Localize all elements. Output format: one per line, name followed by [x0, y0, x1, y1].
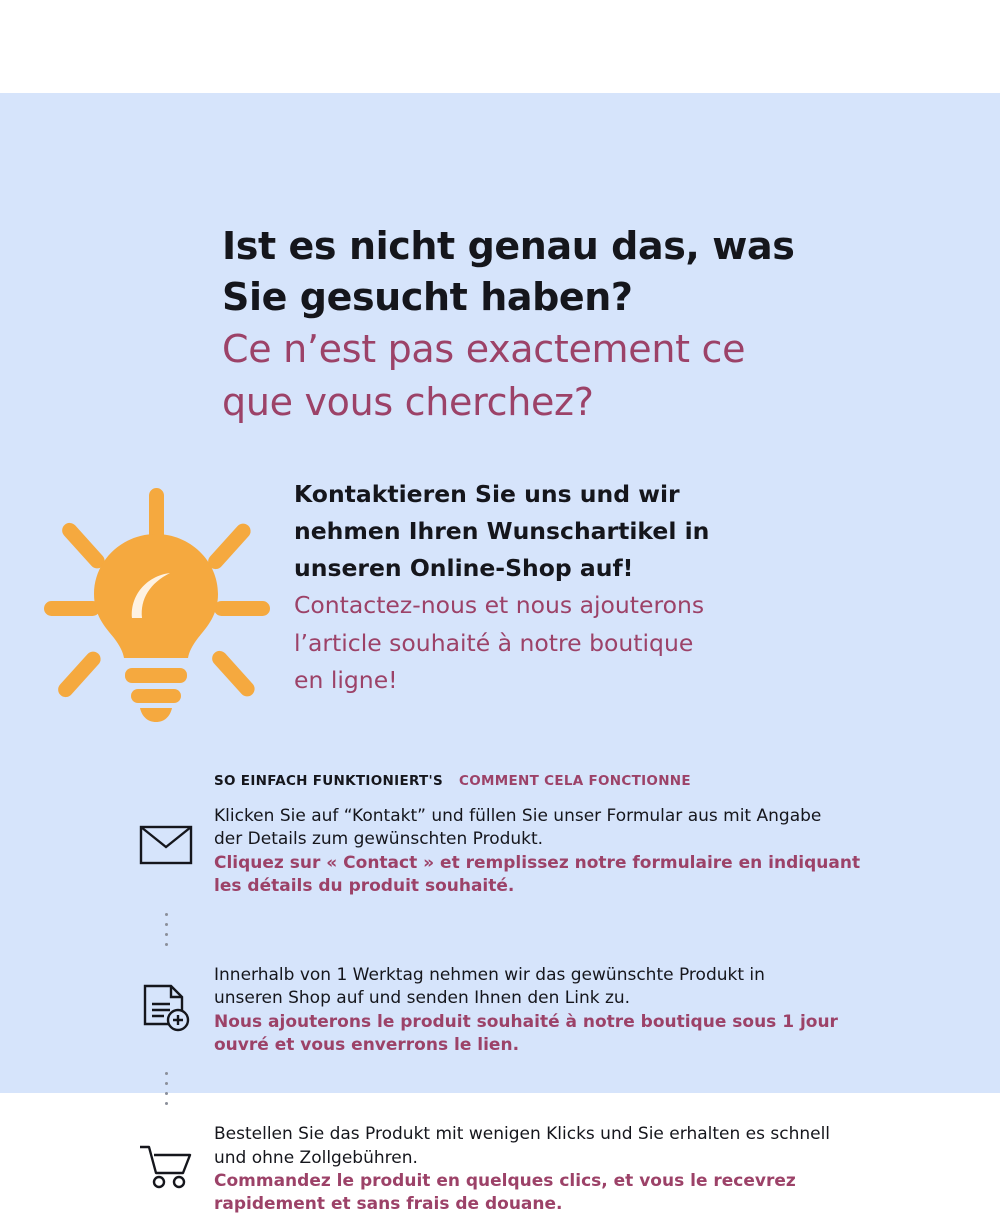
- steps-heading-fr: COMMENT CELA FONCTIONNE: [459, 773, 691, 789]
- promo-panel: [0, 93, 1000, 1215]
- headline-block: [222, 221, 942, 427]
- step-2-de-line2: unseren Shop auf und senden Ihnen den Link zu.: [214, 988, 631, 1009]
- intro-fr-line1: Contactez-nous et nous ajouterons: [294, 591, 705, 620]
- dot: [165, 1082, 168, 1085]
- intro-fr-line2: l’article souhaité à notre boutique: [294, 628, 694, 657]
- dot: [165, 1072, 168, 1075]
- intro-de-line3: unseren Online-Shop auf!: [294, 554, 634, 583]
- step-divider-dots-2: [118, 1057, 214, 1119]
- dot: [165, 1092, 168, 1095]
- step-1-de-line1: Klicken Sie auf “Kontakt” und füllen Sie unser Formular aus mit Angabe: [214, 806, 822, 826]
- lightbulb-icon: [36, 478, 276, 723]
- steps-heading-de: SO EINFACH FUNKTIONIERT'S: [214, 773, 444, 789]
- headline-fr-line2: que vous cherchez?: [222, 379, 594, 424]
- steps-heading: [214, 773, 691, 789]
- step-3-text: [214, 1119, 948, 1216]
- step-1-de-line2: der Details zum gewünschten Produkt.: [214, 829, 544, 850]
- step-3-de-line2: und ohne Zollgebühren.: [214, 1147, 418, 1168]
- intro-de-line2: nehmen Ihren Wunschartikel in: [294, 517, 710, 546]
- step-3-fr-line1: Commandez le produit en quelques clics, et vous le recevrez: [214, 1170, 796, 1191]
- dot: [165, 913, 168, 916]
- step-3-de-line1: Bestellen Sie das Produkt mit wenigen Klicks und Sie erhalten es schnell: [214, 1124, 831, 1145]
- step-divider-dots-1: [118, 898, 214, 960]
- list-item: [118, 801, 948, 898]
- shopping-cart-icon: [138, 1143, 194, 1193]
- step-2-icon-wrap: [118, 960, 214, 1040]
- headline-de-line1: Ist es nicht genau das, was: [222, 224, 795, 268]
- list-item: [118, 1119, 948, 1216]
- step-2-text: [214, 960, 948, 1057]
- steps-list: [118, 801, 948, 1216]
- step-2-de-line1: Innerhalb von 1 Werktag nehmen wir das gewünschte Produkt in: [214, 965, 765, 986]
- step-1-text: [214, 801, 948, 898]
- list-item: [118, 960, 948, 1057]
- intro-de-line1: Kontaktieren Sie uns und wir: [294, 480, 680, 508]
- intro-fr-line3: en ligne!: [294, 665, 398, 694]
- step-2-fr-line1: Nous ajouterons le produit souhaité à notre boutique sous 1 jour: [214, 1011, 838, 1032]
- dot: [165, 943, 168, 946]
- step-1-fr-line2: les détails du produit souhaité.: [214, 875, 515, 896]
- step-3-icon-wrap: [118, 1119, 214, 1193]
- step-1-icon-wrap: [118, 801, 214, 869]
- dot: [165, 1102, 168, 1105]
- envelope-icon: [139, 825, 193, 869]
- dot: [165, 933, 168, 936]
- headline-de-line2: Sie gesucht haben?: [222, 274, 633, 319]
- dot: [165, 923, 168, 926]
- headline-fr-line1: Ce n’est pas exactement ce: [222, 327, 746, 372]
- document-add-icon: [142, 984, 190, 1040]
- step-1-fr-line1: Cliquez sur « Contact » et remplissez notre formulaire en indiquant: [214, 852, 861, 873]
- step-3-fr-line2: rapidement et sans frais de douane.: [214, 1194, 563, 1215]
- intro-block: [294, 476, 934, 699]
- step-2-fr-line2: ouvré et vous enverrons le lien.: [214, 1034, 520, 1055]
